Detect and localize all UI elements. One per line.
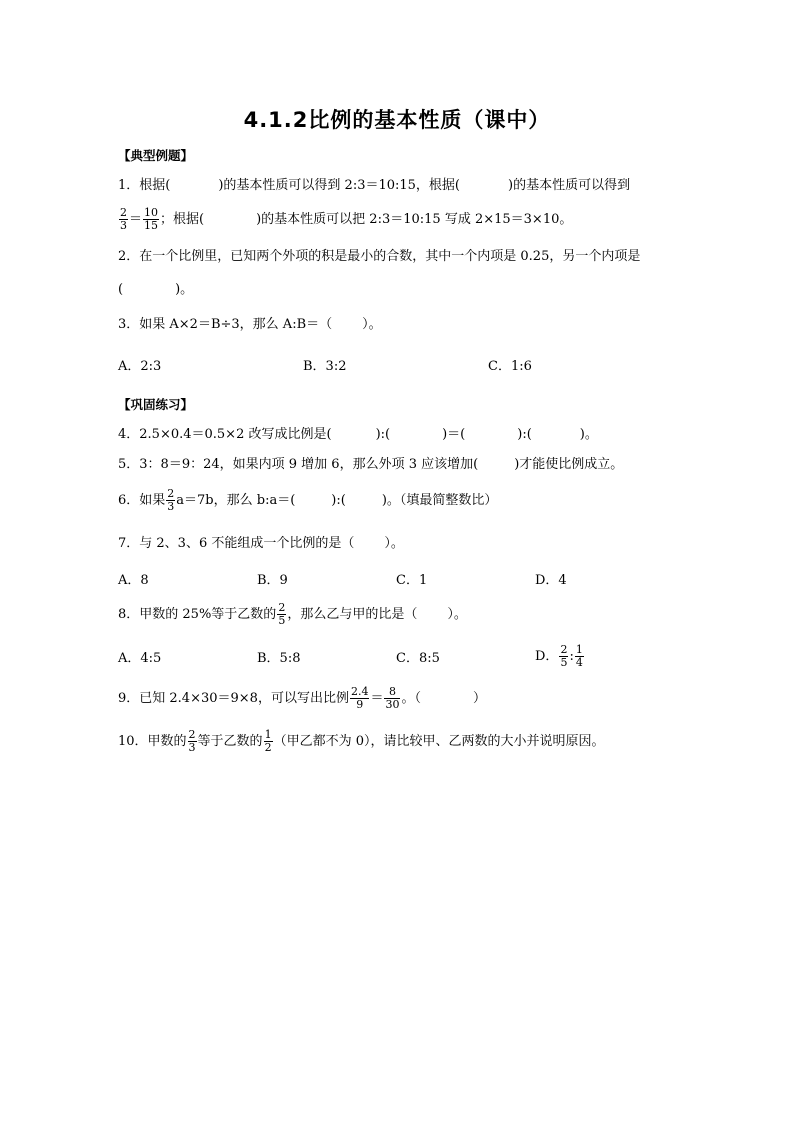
q8-fraction: $\frac{2}{5}$ <box>278 601 286 627</box>
question-2-line-1: 2．在一个比例里，已知两个外项的积是最小的合数，其中一个内项是 0.25，另一个内项是 <box>118 249 641 264</box>
question-4: 4．2.5×0.4＝0.5×2 改写成比例是( ):( )＝( ):( )。 <box>118 427 598 442</box>
q10-fraction-2: $\frac{1}{2}$ <box>264 728 272 754</box>
q8-option-c[interactable]: C．8:5 <box>396 651 440 666</box>
q8-option-d-fraction-2: $\frac{1}{4}$ <box>575 643 583 669</box>
question-5: 5．3：8＝9：24，如果内项 9 增加 6，那么外项 3 应该增加( )才能使比例成立。 <box>118 457 624 472</box>
q3-option-b[interactable]: B．3:2 <box>303 359 347 374</box>
q3-option-c[interactable]: C．1:6 <box>488 359 532 374</box>
q9-fraction-1: $\frac{2.4}{9}$ <box>350 685 369 711</box>
question-1-line-1 <box>118 177 630 195</box>
question-8: 8．甲数的 25%等于乙数的 $\frac{2}{5}$ ，那么乙与甲的比是（ ）。 <box>118 601 467 627</box>
q10-fraction-1: $\frac{2}{3}$ <box>188 728 196 754</box>
q8-option-d[interactable]: D． $\frac{2}{5}$ : $\frac{1}{4}$ <box>535 643 583 669</box>
q7-option-c[interactable]: C．1 <box>396 573 428 588</box>
q3-option-a[interactable]: A．2:3 <box>118 359 162 374</box>
q6-fraction: $\frac{2}{3}$ <box>167 487 175 513</box>
q9-fraction-2: $\frac{8}{30}$ <box>385 685 400 711</box>
q7-option-b[interactable]: B．9 <box>257 573 288 588</box>
q1-text-e: )的基本性质可以把 2:3＝10:15 写成 2×15＝3×10。 <box>256 212 573 227</box>
q1-text-d: ；根据( <box>160 212 205 227</box>
page-title: 4.1.2比例的基本性质（课中） <box>243 108 551 132</box>
q7-option-a[interactable]: A．8 <box>118 573 149 588</box>
q8-option-b[interactable]: B．5:8 <box>257 651 301 666</box>
question-10: 10．甲数的 $\frac{2}{3}$ 等于乙数的 $\frac{1}{2}$ （甲乙都不为 0），请比较甲、乙两数的大小并说明原因。 <box>118 728 605 754</box>
q7-option-d[interactable]: D．4 <box>535 573 567 588</box>
q1-fraction-2: $\frac{10}{15}$ <box>144 206 159 232</box>
question-1-line-2 <box>118 205 572 235</box>
question-6: 6．如果 $\frac{2}{3}$ a＝7b，那么 b:a＝( ):( )。（填最简整数比） <box>118 487 498 513</box>
question-7: 7．与 2、3、6 不能组成一个比例的是（ ）。 <box>118 536 404 551</box>
section-heading-practice: 【巩固练习】 <box>118 397 194 412</box>
q1-equals: ＝ <box>129 212 143 227</box>
question-2-line-2: ( )。 <box>118 282 194 297</box>
q8-option-a[interactable]: A．4:5 <box>118 651 162 666</box>
question-9: 9．已知 2.4×30＝9×8，可以写出比例 $\frac{2.4}{9}$ ＝ $\frac{8}{30}$ 。（ ） <box>118 685 486 711</box>
q8-option-d-fraction-1: $\frac{2}{5}$ <box>560 643 568 669</box>
q1-text-a: 1．根据( <box>118 178 171 193</box>
question-3: 3．如果 A×2＝B÷3，那么 A:B＝（ ）。 <box>118 317 382 332</box>
q1-text-c: )的基本性质可以得到 <box>508 178 631 193</box>
q1-text-b: )的基本性质可以得到 2:3＝10:15，根据( <box>218 178 461 193</box>
q1-fraction-1: $\frac{2}{3}$ <box>120 206 127 232</box>
section-heading-examples: 【典型例题】 <box>118 148 194 163</box>
